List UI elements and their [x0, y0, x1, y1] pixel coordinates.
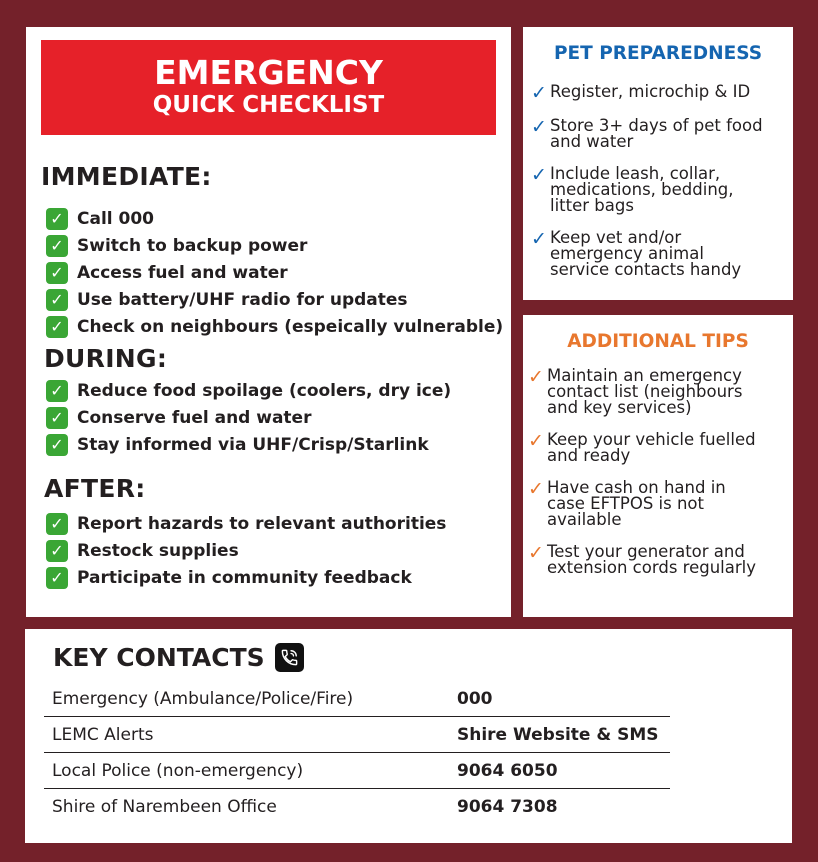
list-item: ✓ Stay informed via UHF/Crisp/Starlink: [46, 431, 451, 458]
check-box-icon: ✓: [46, 434, 68, 456]
list-item: ✓ Test your generator and extension cords regularly: [528, 542, 756, 577]
list-item: ✓ Reduce food spoilage (coolers, dry ice): [46, 377, 451, 404]
pet-preparedness-panel: [523, 27, 793, 300]
key-contacts-heading: [53, 643, 304, 672]
list-item: ✓ Report hazards to relevant authorities: [46, 510, 446, 537]
during-list: [46, 377, 451, 458]
check-box-icon: ✓: [46, 567, 68, 589]
list-item: ✓ Maintain an emergency contact list (neighbours and key services): [528, 366, 743, 417]
list-item: ✓ Call 000: [46, 205, 503, 232]
check-box-icon: ✓: [46, 235, 68, 257]
section-heading-during: DURING:: [44, 344, 168, 373]
list-item: ✓ Switch to backup power: [46, 232, 503, 259]
list-item: ✓ Include leash, collar, medications, bedding, litter bags: [531, 164, 734, 215]
after-list: [46, 510, 446, 591]
check-box-icon: ✓: [46, 407, 68, 429]
tips-title: ADDITIONAL TIPS: [567, 331, 749, 352]
table-row: [44, 717, 670, 753]
contacts-table: [44, 681, 670, 825]
contact-value: Shire Website & SMS: [457, 724, 659, 745]
list-item: ✓ Participate in community feedback: [46, 564, 446, 591]
contact-value: 000: [457, 688, 493, 709]
check-mark-icon: ✓: [528, 366, 544, 388]
section-heading-immediate: IMMEDIATE:: [41, 162, 212, 191]
contact-label: Emergency (Ambulance/Police/Fire): [52, 688, 354, 709]
tips-list: [528, 368, 756, 592]
list-item: ✓ Keep your vehicle fuelled and ready: [528, 430, 756, 465]
check-mark-icon: ✓: [528, 478, 544, 500]
list-item: ✓ Have cash on hand in case EFTPOS is not available: [528, 478, 726, 529]
checklist-panel: [26, 27, 511, 617]
check-mark-icon: ✓: [531, 116, 547, 138]
check-box-icon: ✓: [46, 316, 68, 338]
list-item: ✓ Store 3+ days of pet food and water: [531, 116, 763, 151]
list-item: ✓ Use battery/UHF radio for updates: [46, 286, 503, 313]
pet-list: [531, 84, 763, 294]
immediate-list: [46, 205, 503, 340]
check-box-icon: ✓: [46, 380, 68, 402]
check-mark-icon: ✓: [528, 542, 544, 564]
list-item: ✓ Register, microchip & ID: [531, 82, 751, 104]
section-heading-after: AFTER:: [44, 474, 146, 503]
check-box-icon: ✓: [46, 262, 68, 284]
table-row: [44, 789, 670, 825]
check-mark-icon: ✓: [531, 82, 547, 104]
list-item: ✓ Access fuel and water: [46, 259, 503, 286]
additional-tips-panel: [523, 315, 793, 617]
phone-icon: [275, 643, 304, 672]
check-mark-icon: ✓: [531, 164, 547, 186]
check-mark-icon: ✓: [531, 228, 547, 250]
key-contacts-panel: [25, 629, 792, 843]
key-contacts-title: KEY CONTACTS: [53, 643, 265, 672]
table-row: [44, 753, 670, 789]
pet-title: PET PREPAREDNESS: [553, 43, 763, 64]
table-row: [44, 681, 670, 717]
list-item: ✓ Conserve fuel and water: [46, 404, 451, 431]
checklist-subtitle: QUICK CHECKLIST: [152, 92, 385, 118]
list-item: ✓ Check on neighbours (espeically vulnerable): [46, 313, 503, 340]
contact-value: 9064 7308: [457, 797, 558, 817]
list-item: ✓ Keep vet and/or emergency animal service contacts handy: [531, 228, 742, 279]
checklist-banner: [41, 40, 496, 135]
check-box-icon: ✓: [46, 208, 68, 230]
check-box-icon: ✓: [46, 540, 68, 562]
checklist-title: EMERGENCY: [154, 53, 383, 92]
contact-label: LEMC Alerts: [52, 724, 154, 745]
contact-label: Local Police (non-emergency): [52, 760, 304, 781]
check-box-icon: ✓: [46, 289, 68, 311]
contact-value: 9064 6050: [457, 760, 558, 781]
check-box-icon: ✓: [46, 513, 68, 535]
list-item: ✓ Restock supplies: [46, 537, 446, 564]
contact-label: Shire of Narembeen Office: [52, 797, 277, 817]
check-mark-icon: ✓: [528, 430, 544, 452]
